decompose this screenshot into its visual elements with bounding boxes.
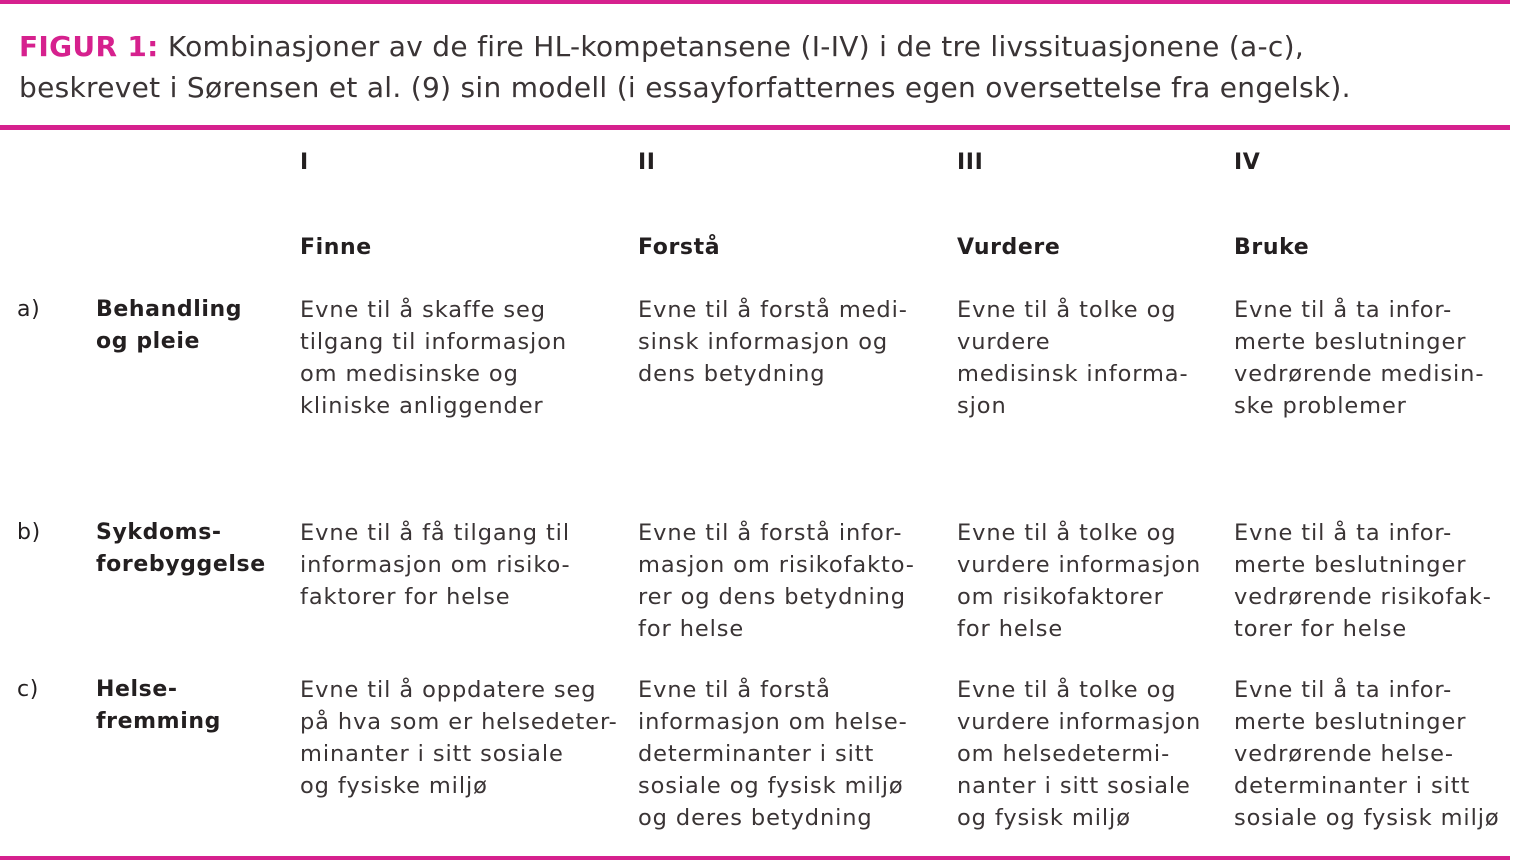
cell-line: torer for helse bbox=[1234, 616, 1408, 642]
cell-b-finne bbox=[300, 517, 571, 613]
column-name-vurdere: Vurdere bbox=[957, 235, 1061, 260]
cell-line: Evne til å tolke og bbox=[957, 677, 1177, 703]
row-label-b-line: forebyggelse bbox=[96, 552, 266, 577]
cell-line: Evne til å ta infor- bbox=[1234, 677, 1453, 703]
cell-line: merte beslutninger bbox=[1234, 709, 1467, 735]
cell-line: Evne til å få tilgang til bbox=[300, 520, 570, 546]
cell-line: Evne til å oppdatere seg bbox=[300, 677, 597, 703]
cell-b-vurdere bbox=[957, 517, 1201, 645]
cell-line: nanter i sitt sosiale bbox=[957, 773, 1191, 799]
caption-line-2: beskrevet i Sørensen et al. (9) sin modell (i essayforfatternes egen oversettelse fra engelsk). bbox=[19, 71, 1351, 104]
cell-line: vedrørende risikofak- bbox=[1234, 584, 1492, 610]
cell-line: vurdere informasjon bbox=[957, 552, 1202, 578]
cell-line: informasjon om risiko- bbox=[300, 552, 571, 578]
column-numeral-3: III bbox=[957, 150, 984, 175]
row-label-c-line: Helse- bbox=[96, 677, 178, 702]
cell-line: sinsk informasjon og bbox=[638, 329, 889, 355]
cell-line: Evne til å forstå infor- bbox=[638, 520, 903, 546]
cell-line: determinanter i sitt bbox=[638, 741, 875, 767]
row-label-a-line: og pleie bbox=[96, 329, 200, 354]
cell-line: Evne til å forstå medi- bbox=[638, 297, 908, 323]
cell-line: for helse bbox=[638, 616, 745, 642]
header-rule bbox=[0, 125, 1510, 130]
cell-line: determinanter i sitt bbox=[1234, 773, 1471, 799]
cell-c-finne bbox=[300, 674, 618, 802]
cell-a-forsta bbox=[638, 294, 908, 390]
column-name-bruke: Bruke bbox=[1234, 235, 1310, 260]
column-numeral-4: IV bbox=[1234, 150, 1261, 175]
cell-line: sosiale og fysisk miljø bbox=[1234, 805, 1500, 831]
bottom-rule bbox=[0, 856, 1510, 860]
cell-line: sosiale og fysisk miljø bbox=[638, 773, 904, 799]
cell-line: og fysisk miljø bbox=[957, 805, 1131, 831]
cell-line: og deres betydning bbox=[638, 805, 873, 831]
cell-line: og fysiske miljø bbox=[300, 773, 488, 799]
column-numeral-1: I bbox=[300, 150, 309, 175]
row-label-a-line: Behandling bbox=[96, 297, 243, 322]
cell-c-vurdere bbox=[957, 674, 1201, 834]
cell-line: masjon om risikofakto- bbox=[638, 552, 915, 578]
cell-line: kliniske anliggender bbox=[300, 393, 544, 419]
cell-line: på hva som er helsedeter- bbox=[300, 709, 618, 735]
column-name-finne: Finne bbox=[300, 235, 372, 260]
cell-b-forsta bbox=[638, 517, 915, 645]
cell-b-bruke bbox=[1234, 517, 1492, 645]
cell-line: medisinsk informa- bbox=[957, 361, 1189, 387]
cell-c-bruke bbox=[1234, 674, 1500, 834]
cell-line: minanter i sitt sosiale bbox=[300, 741, 564, 767]
cell-line: om risikofaktorer bbox=[957, 584, 1164, 610]
cell-line: dens betydning bbox=[638, 361, 826, 387]
cell-line: vurdere bbox=[957, 329, 1051, 355]
cell-line: merte beslutninger bbox=[1234, 552, 1467, 578]
cell-c-forsta bbox=[638, 674, 908, 834]
cell-line: vurdere informasjon bbox=[957, 709, 1202, 735]
cell-line: ske problemer bbox=[1234, 393, 1407, 419]
cell-line: Evne til å tolke og bbox=[957, 297, 1177, 323]
cell-line: Evne til å ta infor- bbox=[1234, 297, 1453, 323]
cell-a-bruke bbox=[1234, 294, 1484, 422]
cell-line: tilgang til informasjon bbox=[300, 329, 568, 355]
row-letter-a: a) bbox=[17, 297, 41, 322]
figure-caption bbox=[19, 26, 1499, 108]
cell-line: vedrørende medisin- bbox=[1234, 361, 1485, 387]
row-label-b-line: Sykdoms- bbox=[96, 520, 222, 545]
cell-line: Evne til å tolke og bbox=[957, 520, 1177, 546]
caption-line-1: Kombinasjoner av de fire HL-kompetansene (I-IV) i de tre livssituasjonene (a-c), bbox=[167, 30, 1305, 63]
cell-line: vedrørende helse- bbox=[1234, 741, 1454, 767]
cell-line: merte beslutninger bbox=[1234, 329, 1467, 355]
cell-line: Evne til å ta infor- bbox=[1234, 520, 1453, 546]
row-label-c bbox=[96, 674, 221, 738]
top-rule bbox=[0, 0, 1510, 4]
cell-line: for helse bbox=[957, 616, 1064, 642]
cell-line: Evne til å skaffe seg bbox=[300, 297, 546, 323]
row-label-a bbox=[96, 294, 242, 358]
cell-line: faktorer for helse bbox=[300, 584, 511, 610]
cell-a-finne bbox=[300, 294, 567, 422]
column-name-forsta: Forstå bbox=[638, 235, 721, 260]
row-label-c-line: fremming bbox=[96, 709, 221, 734]
column-numeral-2: II bbox=[638, 150, 656, 175]
cell-line: Evne til å forstå bbox=[638, 677, 831, 703]
row-letter-b: b) bbox=[17, 520, 41, 545]
cell-line: rer og dens betydning bbox=[638, 584, 906, 610]
cell-line: sjon bbox=[957, 393, 1007, 419]
cell-a-vurdere bbox=[957, 294, 1189, 422]
cell-line: informasjon om helse- bbox=[638, 709, 908, 735]
caption-lead: FIGUR 1: bbox=[19, 30, 159, 63]
cell-line: om medisinske og bbox=[300, 361, 519, 387]
row-letter-c: c) bbox=[17, 677, 39, 702]
cell-line: om helsedetermi- bbox=[957, 741, 1171, 767]
row-label-b bbox=[96, 517, 266, 581]
